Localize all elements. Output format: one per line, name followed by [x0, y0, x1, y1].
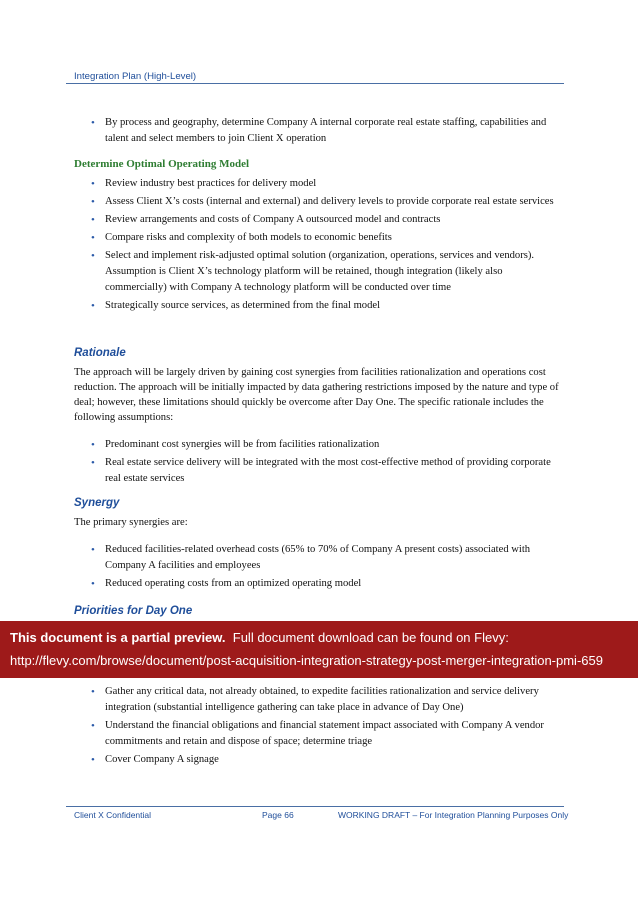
section-top	[74, 115, 564, 149]
list-item: • Assess Client X’s costs (internal and external) and delivery levels to provide corporate real estate services	[91, 196, 554, 208]
header-divider	[66, 83, 564, 84]
bullet-icon: •	[91, 578, 95, 590]
banner-bold-text: This document is a partial preview.	[10, 630, 226, 645]
list-item: • Review arrangements and costs of Company A outsourced model and contracts	[91, 214, 441, 226]
bullet-icon: •	[91, 457, 95, 469]
list-item: • Cover Company A signage	[91, 754, 219, 766]
bullet-icon: •	[91, 686, 95, 698]
bullet-icon: •	[91, 720, 95, 732]
section-heading: Synergy	[74, 497, 120, 509]
bullet-list	[74, 115, 564, 147]
footer-page-number: Page 66	[262, 810, 294, 820]
bullet-list	[74, 176, 564, 314]
list-item: • By process and geography, determine Company A internal corporate real estate staffing, capabilities and talent and select members to join Client X operation	[91, 117, 547, 144]
bullet-icon: •	[91, 232, 95, 244]
list-item: • Gather any critical data, not already obtained, to expedite facilities rationalization and service delivery integration (substantial intelligence gathering can take place in advance of Day One)	[91, 686, 539, 713]
bullet-icon: •	[91, 439, 95, 451]
bullet-icon: •	[91, 196, 95, 208]
list-item: • Understand the financial obligations and financial statement impact associated with Company A vendor commitments and retain and dispose of space; determine triage	[91, 720, 544, 747]
bullet-icon: •	[91, 300, 95, 312]
footer-right: WORKING DRAFT – For Integration Planning Purposes Only	[338, 810, 569, 820]
section-heading: Determine Optimal Operating Model	[74, 158, 250, 170]
list-item: • Select and implement risk-adjusted optimal solution (organization, operations, services and vendors). Assumption is Client X’s technology platform will be retained, though integration (likely also commercially) with Company A technology platform will be conducted over time	[91, 250, 535, 293]
page-header-title: Integration Plan (High-Level)	[74, 71, 197, 82]
list-item: • Review industry best practices for delivery model	[91, 178, 317, 190]
list-item: • Compare risks and complexity of both models to economic benefits	[91, 232, 392, 244]
section-synergy	[74, 495, 564, 594]
section-priorities	[74, 684, 564, 770]
list-item: • Reduced facilities-related overhead costs (65% to 70% of Company A present costs) associated with Company A facilities and employees	[91, 544, 531, 571]
banner-download-link[interactable]: http://flevy.com/browse/document/post-acquisition-integration-strategy-post-merger-integration-pmi-659	[10, 653, 603, 668]
section-heading: Rationale	[74, 347, 126, 359]
list-item: • Strategically source services, as determined from the final model	[91, 300, 381, 312]
section-operating-model	[74, 156, 564, 316]
bullet-icon: •	[91, 754, 95, 766]
list-item: • Predominant cost synergies will be from facilities rationalization	[91, 439, 380, 451]
bullet-icon: •	[91, 178, 95, 190]
section-heading: Priorities for Day One	[74, 605, 193, 617]
paragraph: The approach will be largely driven by gaining cost synergies from facilities rationalization and operations cost reduction. The approach will be initially impacted by data gathering restrictions imposed by the nature and type of deal; however, these limitations should quickly be overcome after Day One. The specific rationale includes the following assumptions:	[74, 367, 559, 423]
list-item: • Reduced operating costs from an optimized operating model	[91, 578, 362, 590]
preview-banner	[0, 621, 638, 678]
section-rationale	[74, 345, 564, 489]
list-item: • Real estate service delivery will be integrated with the most cost-effective method of providing corporate real estate services	[91, 457, 551, 484]
bullet-list	[74, 437, 564, 487]
bullet-icon: •	[91, 544, 95, 556]
bullet-icon: •	[91, 250, 95, 262]
banner-message	[10, 630, 509, 645]
paragraph: The primary synergies are:	[74, 517, 188, 528]
footer-divider	[66, 806, 564, 807]
footer-left: Client X Confidential	[74, 810, 152, 820]
section-priorities-heading	[74, 603, 564, 619]
banner-text: Full document download can be found on Flevy:	[225, 630, 509, 645]
bullet-list	[74, 542, 564, 592]
bullet-icon: •	[91, 214, 95, 226]
bullet-icon: •	[91, 117, 95, 129]
bullet-list	[74, 684, 564, 768]
